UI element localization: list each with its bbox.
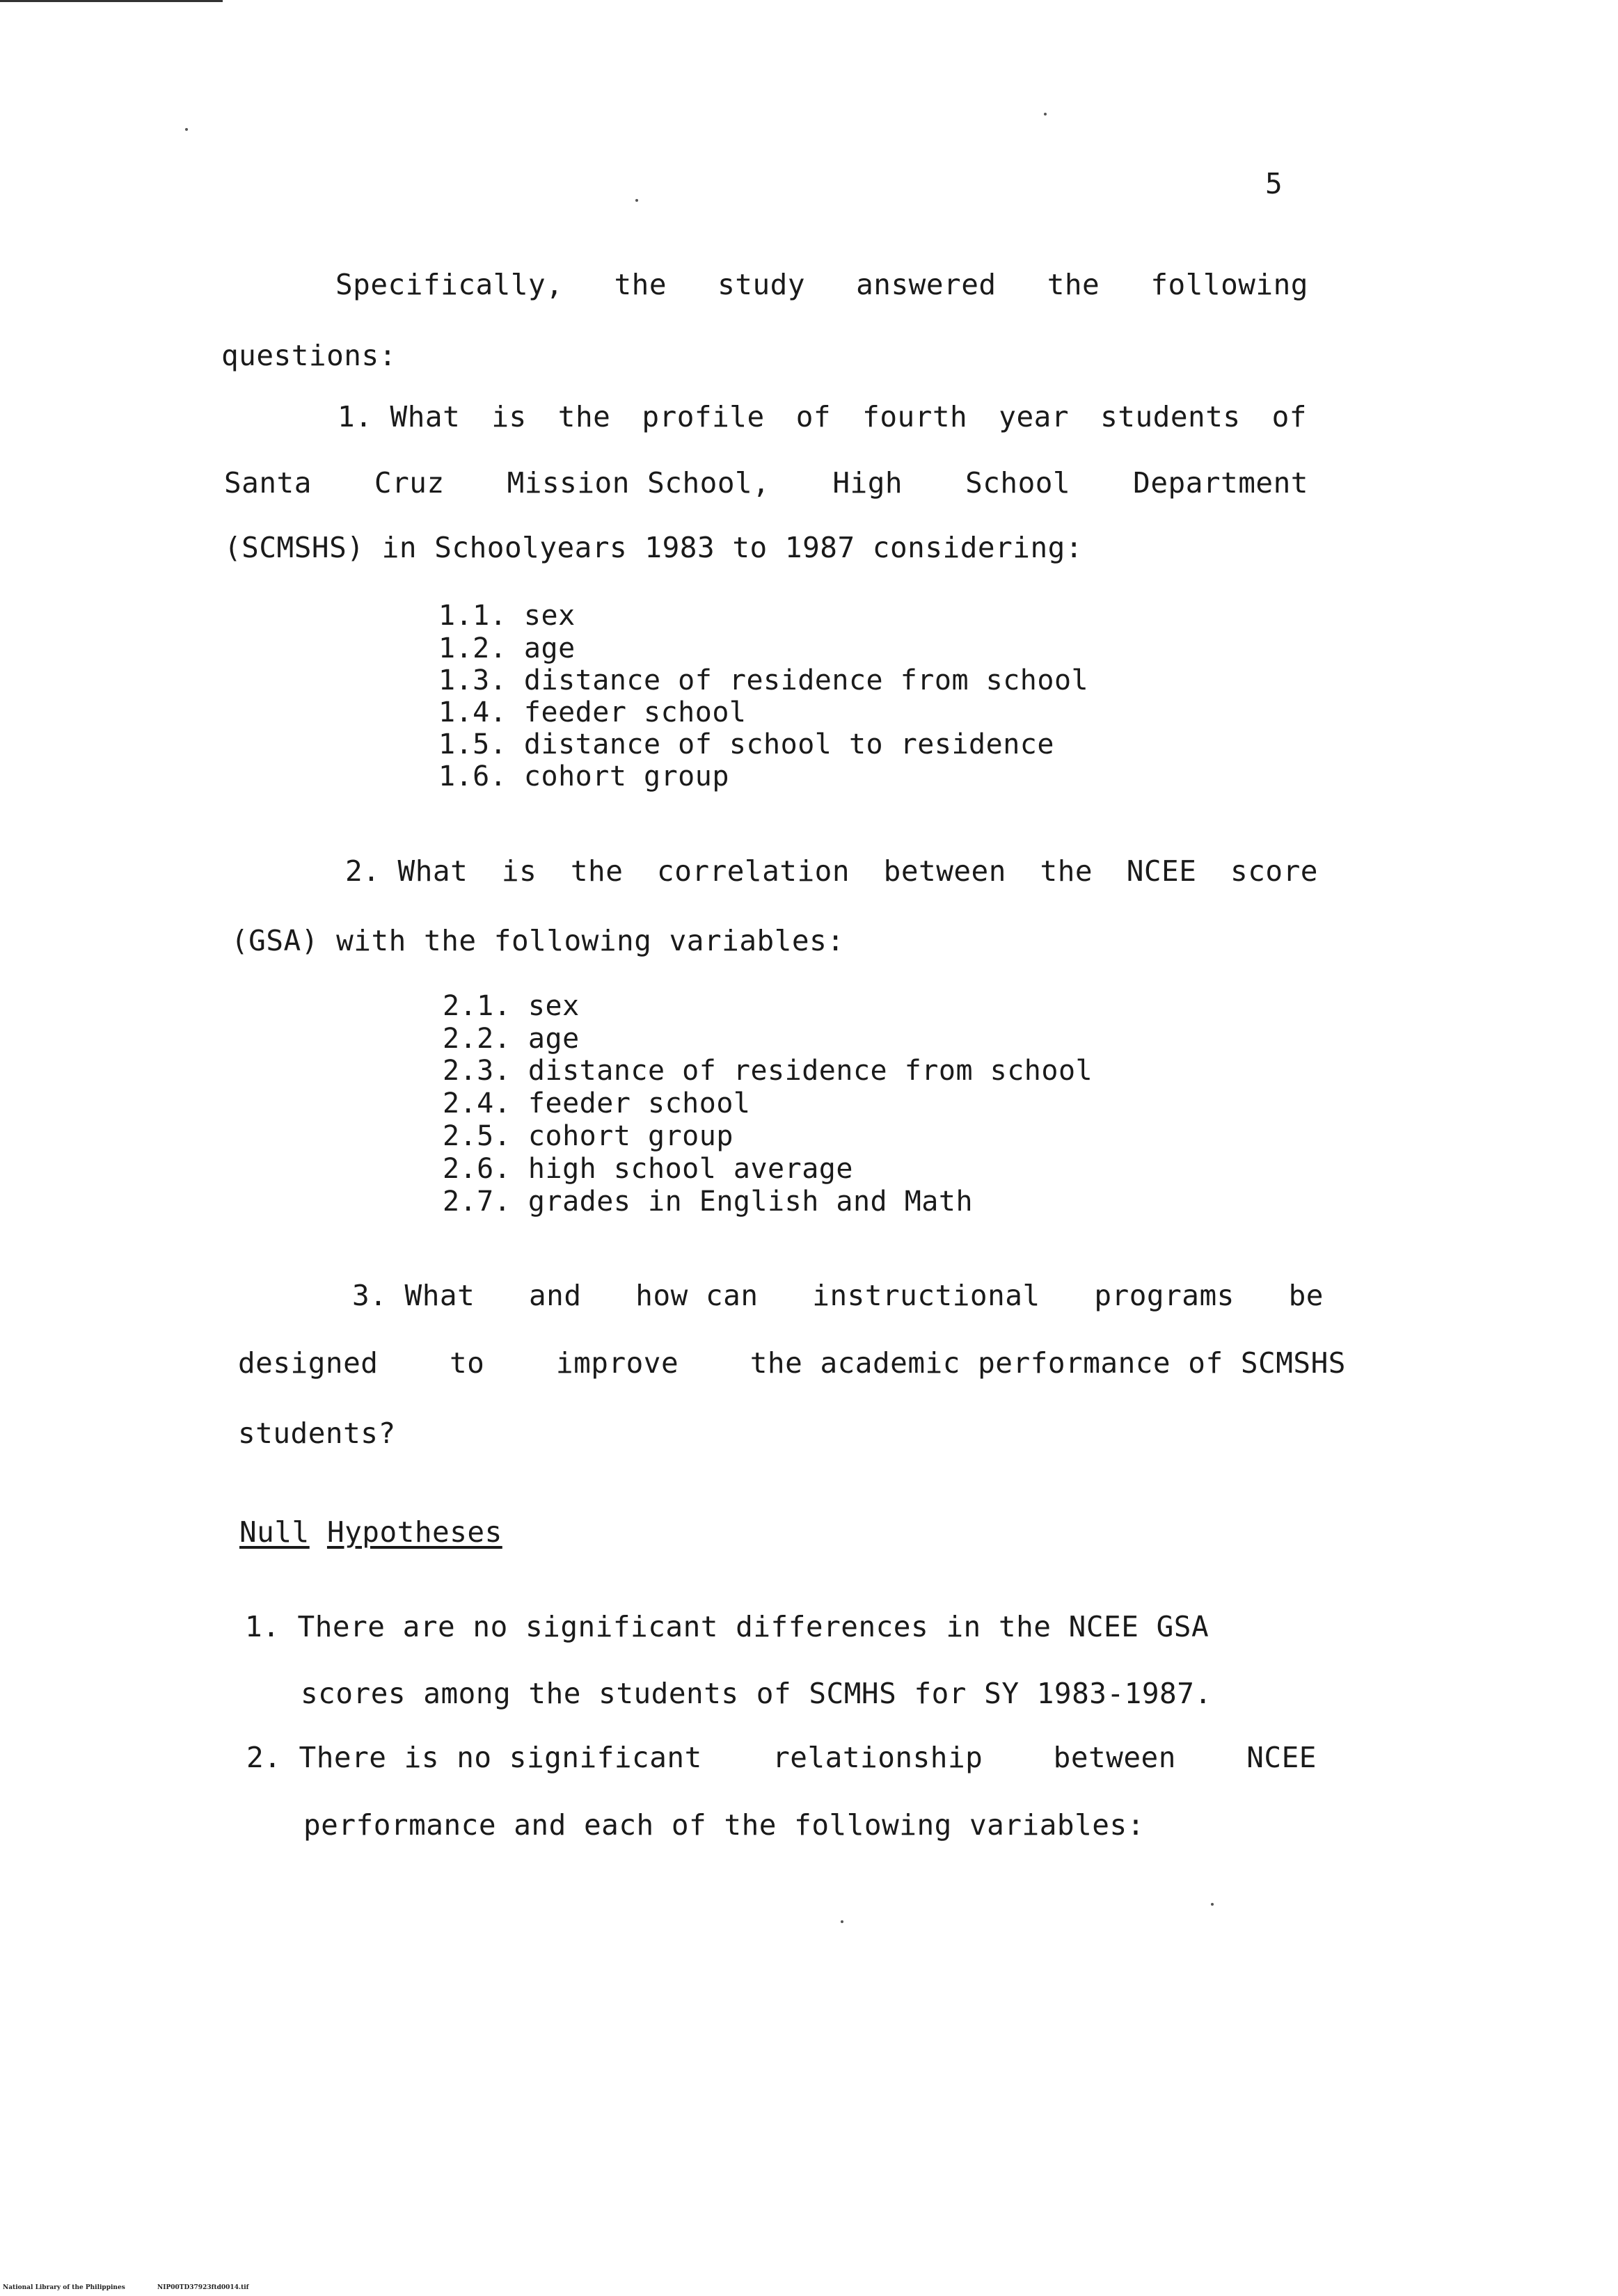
q2-item-cohort-group: 2.5. cohort group xyxy=(443,1120,733,1152)
q2-word: is xyxy=(501,854,537,888)
h2-word: between xyxy=(1053,1741,1176,1774)
q1-item-feeder-school: 1.4. feeder school xyxy=(438,696,747,728)
question-2-line-2: (GSA) with the following variables: xyxy=(231,924,845,957)
q1-word: Cruz xyxy=(374,466,445,500)
h2-word: NCEE xyxy=(1246,1741,1317,1774)
scan-speck xyxy=(185,128,188,131)
q3-word: programs xyxy=(1094,1279,1235,1312)
q1-word: High xyxy=(832,466,903,500)
q1-word: fourth xyxy=(862,400,968,433)
q1-word: 1. What xyxy=(338,400,461,433)
q1-word: Department xyxy=(1133,466,1308,500)
q1-word: Mission School, xyxy=(507,466,770,500)
q2-word: the xyxy=(1040,854,1093,888)
scan-speck xyxy=(841,1920,843,1923)
heading-word: Null xyxy=(239,1515,310,1549)
q2-word: NCEE xyxy=(1126,854,1197,888)
scan-footer xyxy=(3,2283,249,2292)
intro-word: answered xyxy=(856,268,997,301)
q1-word: students xyxy=(1100,400,1241,433)
scan-speck xyxy=(1044,113,1047,115)
q1-item-age: 1.2. age xyxy=(438,632,576,664)
q1-word: the xyxy=(557,400,611,433)
q3-word: instructional xyxy=(812,1279,1040,1312)
question-2-line-1 xyxy=(345,854,1318,888)
hypothesis-2-line-2: performance and each of the following variables: xyxy=(303,1808,1145,1842)
h2-word: relationship xyxy=(772,1741,983,1774)
q3-word: the academic performance of SCMSHS xyxy=(749,1346,1346,1380)
q3-word: designed xyxy=(238,1346,379,1380)
q2-item-feeder-school: 2.4. feeder school xyxy=(443,1087,751,1119)
q1-word: profile xyxy=(642,400,765,433)
q3-word: be xyxy=(1288,1279,1324,1312)
intro-line-2: questions: xyxy=(221,339,397,372)
question-1-line-1 xyxy=(338,400,1307,433)
q1-item-sex: 1.1. sex xyxy=(438,600,576,632)
question-3-line-2 xyxy=(238,1346,1346,1380)
intro-word: following xyxy=(1150,268,1308,301)
intro-word: the xyxy=(1047,268,1100,301)
q2-item-sex: 2.1. sex xyxy=(443,990,580,1022)
q1-word: of xyxy=(795,400,832,433)
hypothesis-1-line-2: scores among the students of SCMHS for SY 1983-1987. xyxy=(301,1677,1212,1710)
q3-word: how can xyxy=(635,1279,759,1312)
intro-line-1 xyxy=(335,268,1308,301)
scan-edge-line xyxy=(0,0,223,2)
h2-word: 2. There is no significant xyxy=(246,1741,702,1774)
footer-library: National Library of the Philippines xyxy=(3,2284,125,2291)
q2-item-grades: 2.7. grades in English and Math xyxy=(443,1186,974,1218)
scan-speck xyxy=(1211,1903,1214,1906)
question-1-line-2 xyxy=(224,466,1308,500)
q2-item-hs-average: 2.6. high school average xyxy=(443,1153,853,1185)
q2-word: 2. What xyxy=(345,854,468,888)
q1-word: School xyxy=(965,466,1071,500)
q3-word: improve xyxy=(555,1346,679,1380)
footer-file-id: NIP00TD37923ftd0014.tif xyxy=(157,2284,249,2291)
q1-item-cohort-group: 1.6. cohort group xyxy=(438,760,729,792)
heading-word: Hypotheses xyxy=(326,1515,502,1549)
intro-word: study xyxy=(717,268,806,301)
q3-word: 3. What xyxy=(352,1279,475,1312)
q1-item-distance-school: 1.5. distance of school to residence xyxy=(438,728,1054,760)
q1-word: is xyxy=(491,400,527,433)
q1-item-distance-residence: 1.3. distance of residence from school xyxy=(438,664,1089,696)
section-heading-null-hypotheses xyxy=(239,1515,502,1549)
q1-word: of xyxy=(1271,400,1307,433)
q2-item-age: 2.2. age xyxy=(443,1023,580,1055)
intro-word: Specifically, xyxy=(335,268,564,301)
hypothesis-1-line-1: 1. There are no significant differences in the NCEE GSA xyxy=(245,1610,1209,1643)
q2-word: between xyxy=(883,854,1006,888)
scan-speck xyxy=(635,199,638,202)
q3-word: to xyxy=(450,1346,485,1380)
hypothesis-2-line-1 xyxy=(246,1741,1317,1774)
question-1-line-3: (SCMSHS) in Schoolyears 1983 to 1987 considering: xyxy=(224,531,1084,564)
q2-item-distance-residence: 2.3. distance of residence from school xyxy=(443,1055,1093,1087)
q2-word: score xyxy=(1230,854,1318,888)
q2-word: correlation xyxy=(657,854,850,888)
q1-word: Santa xyxy=(224,466,312,500)
q3-word: and xyxy=(529,1279,582,1312)
q1-word: year xyxy=(999,400,1070,433)
intro-word: the xyxy=(614,268,667,301)
question-3-line-3: students? xyxy=(238,1417,396,1450)
q2-word: the xyxy=(570,854,624,888)
question-3-line-1 xyxy=(352,1279,1324,1312)
page-number: 5 xyxy=(1265,167,1283,200)
